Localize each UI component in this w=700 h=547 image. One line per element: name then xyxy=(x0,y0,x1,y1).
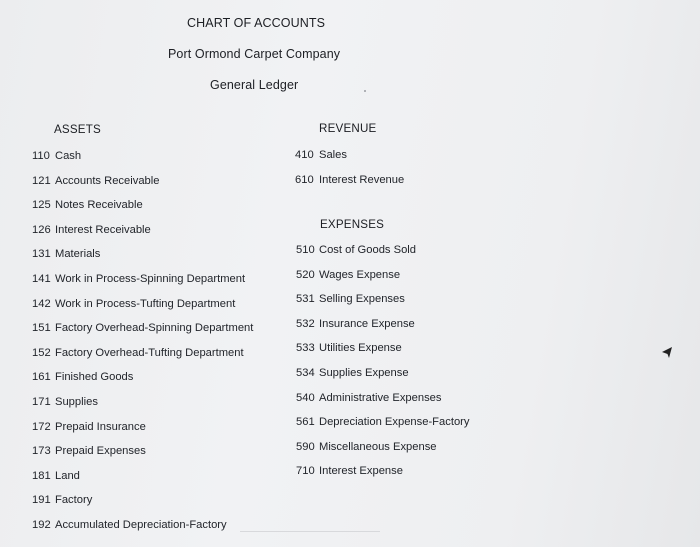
account-number: 520 xyxy=(296,268,315,281)
account-number: 126 xyxy=(32,223,51,236)
account-name: Cost of Goods Sold xyxy=(319,244,417,256)
account-number: 110 xyxy=(32,150,50,162)
expenses-heading: EXPENSES xyxy=(320,218,385,231)
account-number: 561 xyxy=(296,416,315,429)
account-row xyxy=(296,341,402,355)
account-row xyxy=(296,292,405,306)
account-number: 532 xyxy=(296,317,315,330)
account-number: 172 xyxy=(32,420,51,433)
account-name: Accounts Receivable xyxy=(55,174,160,187)
account-number: 710 xyxy=(296,465,315,478)
account-number: 534 xyxy=(296,367,315,379)
account-number: 171 xyxy=(32,396,51,408)
account-name: Work in Process-Spinning Department xyxy=(55,273,246,285)
account-name: Selling Expenses xyxy=(319,293,405,306)
account-number: 410 xyxy=(295,149,314,161)
account-number: 151 xyxy=(32,322,51,335)
account-row xyxy=(32,395,98,409)
account-name: Depreciation Expense-Factory xyxy=(319,416,470,429)
account-row xyxy=(32,444,146,458)
account-number: 531 xyxy=(296,293,315,306)
account-number: 510 xyxy=(296,244,315,256)
account-row xyxy=(296,415,469,429)
account-row xyxy=(296,268,400,282)
assets-heading: ASSETS xyxy=(54,123,101,136)
account-row xyxy=(295,173,404,187)
account-number: 533 xyxy=(296,342,315,355)
account-name: Administrative Expenses xyxy=(319,391,442,404)
account-row xyxy=(32,174,159,188)
revenue-heading: REVENUE xyxy=(319,122,377,135)
account-name: Work in Process-Tufting Department xyxy=(55,297,236,310)
account-row xyxy=(32,469,80,483)
account-name: Miscellaneous Expense xyxy=(319,440,437,453)
account-name: Materials xyxy=(55,248,101,261)
account-name: Cash xyxy=(55,150,82,162)
account-row xyxy=(32,297,235,311)
divider xyxy=(240,531,380,532)
account-row xyxy=(32,518,227,532)
account-row xyxy=(32,493,92,507)
account-number: 161 xyxy=(32,371,51,384)
account-row xyxy=(296,391,442,405)
account-row xyxy=(32,272,245,286)
account-number: 131 xyxy=(32,248,51,261)
account-number: 610 xyxy=(295,173,314,186)
ledger-title: General Ledger xyxy=(210,78,299,92)
account-row xyxy=(32,149,81,163)
mouse-pointer-icon xyxy=(660,346,674,360)
account-row xyxy=(32,223,151,237)
account-name: Factory Overhead-Tufting Department xyxy=(55,346,244,359)
account-name: Sales xyxy=(319,149,347,161)
account-number: 152 xyxy=(32,346,51,359)
account-number: 191 xyxy=(32,494,51,507)
account-name: Notes Receivable xyxy=(55,199,143,212)
account-row xyxy=(296,243,416,257)
account-row xyxy=(296,366,409,380)
account-row xyxy=(296,440,437,454)
account-name: Wages Expense xyxy=(319,268,401,281)
account-number: 121 xyxy=(32,174,51,187)
account-name: Finished Goods xyxy=(55,371,134,384)
account-name: Interest Expense xyxy=(319,465,403,478)
account-row xyxy=(32,247,100,261)
account-number: 142 xyxy=(32,297,51,310)
account-number: 590 xyxy=(296,440,315,453)
account-name: Insurance Expense xyxy=(319,317,415,330)
account-name: Prepaid Expenses xyxy=(55,445,146,458)
account-row xyxy=(296,317,415,331)
account-number: 540 xyxy=(296,391,315,404)
account-name: Supplies Expense xyxy=(319,367,409,379)
account-name: Accumulated Depreciation-Factory xyxy=(55,519,227,531)
account-name: Factory Overhead-Spinning Department xyxy=(55,322,254,335)
account-name: Interest Receivable xyxy=(55,223,151,236)
account-row xyxy=(32,321,253,335)
account-name: Supplies xyxy=(55,396,98,408)
account-name: Prepaid Insurance xyxy=(55,420,146,433)
account-name: Utilities Expense xyxy=(319,342,402,355)
page-title: CHART OF ACCOUNTS xyxy=(187,16,326,30)
account-number: 181 xyxy=(32,469,51,482)
account-row xyxy=(295,148,347,162)
speck xyxy=(364,90,366,92)
account-row xyxy=(296,464,403,478)
account-name: Interest Revenue xyxy=(319,173,405,186)
account-row xyxy=(32,346,244,360)
account-number: 125 xyxy=(32,199,51,212)
account-name: Factory xyxy=(55,494,93,507)
account-name: Land xyxy=(55,469,80,482)
account-row xyxy=(32,370,133,384)
company-name: Port Ormond Carpet Company xyxy=(168,47,341,61)
account-number: 192 xyxy=(32,519,51,531)
account-row xyxy=(32,198,143,212)
account-number: 141 xyxy=(32,273,51,285)
account-number: 173 xyxy=(32,445,51,458)
account-row xyxy=(32,420,146,434)
